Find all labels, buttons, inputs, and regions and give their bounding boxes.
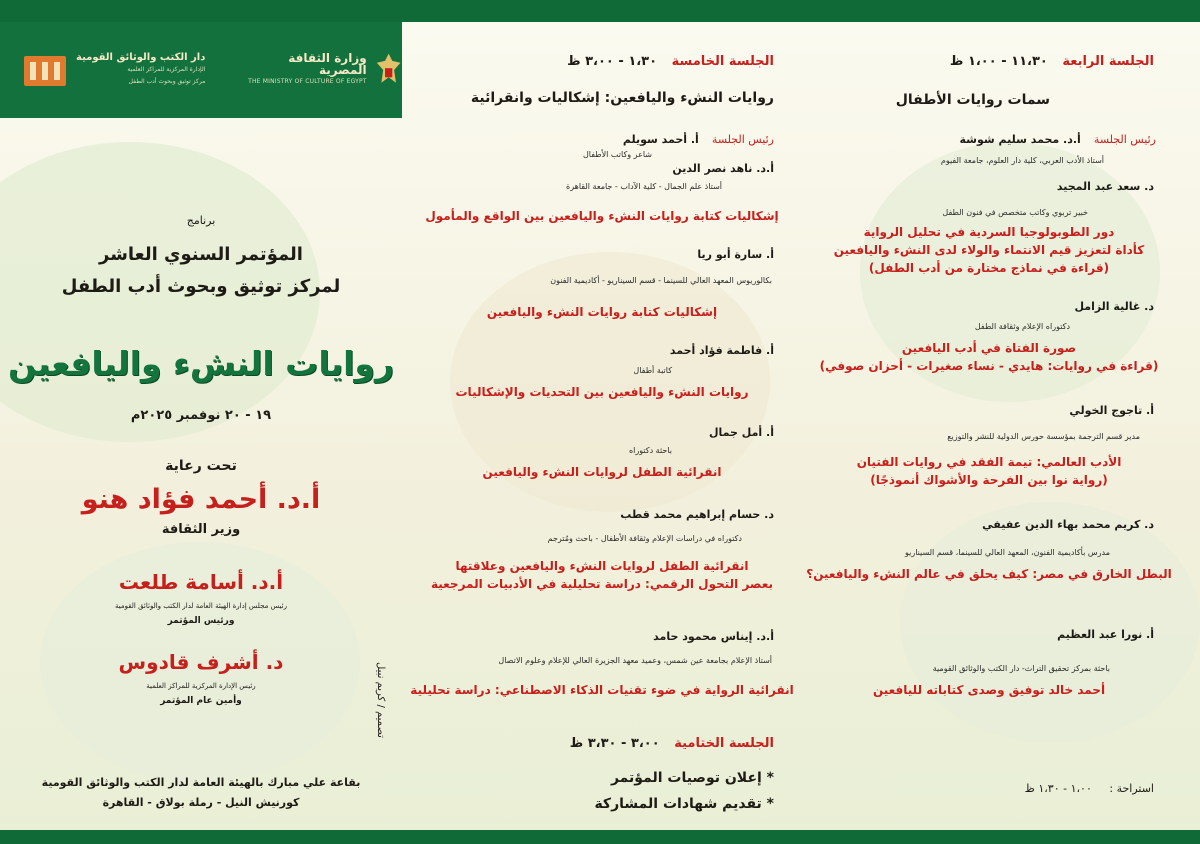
speaker-name: أ.د. إيناس محمود حامد — [653, 630, 774, 643]
speaker-name: د. حسام إبراهيم محمد قطب — [620, 508, 774, 521]
speaker-name: أ. تاجوج الخولي — [1069, 404, 1154, 417]
logo-bar — [0, 22, 402, 118]
speaker-description: دكتوراه الإعلام وثقافة الطفل — [974, 322, 1070, 331]
speaker-description: مدير قسم الترجمة بمؤسسة حورس الدولية للنشر والتوزيع — [947, 432, 1140, 441]
session-four-topic: سمات روايات الأطفال — [895, 92, 1050, 108]
session-five-topic: روايات النشء واليافعين: إشكاليات وانقرائية — [470, 90, 774, 106]
secretary-name: د. أشرف قادوس — [118, 650, 284, 674]
session-five-time: ١،٣٠ - ٣،٠٠ ظ — [567, 54, 658, 69]
paper-title: انقرائية الطفل لروايات النشء واليافعين وعلاقتها — [455, 559, 749, 573]
paper-title: إشكاليات كتابة روايات النشء واليافعين بين الواقع والمأمول — [425, 209, 779, 223]
president-description: رئيس مجلس إدارة الهيئة العامة لدار الكتب والوثائق القومية — [115, 602, 287, 610]
venue-line-2: كورنيش النيل - رملة بولاق - القاهرة — [102, 796, 300, 809]
closing-session-title: الجلسة الختامية — [674, 736, 774, 751]
patronage-label: تحت رعاية — [165, 458, 237, 474]
speaker-name: أ. نورا عبد العظيم — [1057, 628, 1154, 641]
paper-title: البطل الخارق في مصر: كيف يحلق في عالم النشء واليافعين؟ — [806, 567, 1172, 581]
top-frame-bar — [0, 0, 1200, 22]
paper-title: أحمد خالد توفيق وصدى كتاباته لليافعين — [872, 683, 1106, 697]
closing-item: * إعلان توصيات المؤتمر — [610, 770, 774, 786]
president-name: أ.د. أسامة طلعت — [118, 570, 284, 594]
session-five-title: الجلسة الخامسة — [671, 54, 774, 69]
session-four-chair — [959, 128, 1156, 147]
session-four-title: الجلسة الرابعة — [1062, 54, 1154, 69]
secretary-description: رئيس الإدارة المركزية للمراكز العلمية — [146, 682, 256, 690]
archives-center: مركز توثيق وبحوث أدب الطفل — [128, 78, 206, 85]
speaker-name: أ. أمل جمال — [709, 426, 774, 439]
archives-subtitle: الإدارة المركزية للمراكز العلمية — [127, 66, 206, 73]
bottom-frame-bar — [0, 830, 1200, 844]
program-label: برنامج — [186, 214, 216, 227]
break-time: ١،٠٠ - ١،٣٠ ظ — [1024, 782, 1092, 795]
paper-title: صورة الفتاة في أدب اليافعين — [901, 341, 1077, 355]
speaker-description: خبير تربوي وكاتب متخصص في فنون الطفل — [942, 208, 1088, 217]
chair-description: أستاذ الأدب العربي، كلية دار العلوم، جامعة الفيوم — [940, 156, 1104, 165]
paper-title: بعصر التحول الرقمي: دراسة تحليلية في الأدبيات المرجعية — [430, 577, 774, 591]
secretary-role: وأمين عام المؤتمر — [160, 696, 242, 706]
brochure-page — [0, 22, 1200, 830]
patron-title: وزير الثقافة — [161, 522, 241, 537]
speaker-name: أ.د. ناهد نصر الدين — [672, 162, 774, 175]
paper-title: روايات النشء واليافعين بين التحديات والإشكاليات — [455, 385, 749, 399]
main-title: روايات النشء واليافعين — [8, 344, 394, 383]
patron-name: أ.د. أحمد فؤاد هنو — [81, 484, 321, 515]
chair-name: أ. أحمد سويلم — [622, 133, 699, 146]
speaker-name: د. كريم محمد بهاء الدين عفيفي — [982, 518, 1154, 531]
paper-title: (رواية نوا بين الفرحة والأشواك أنموذجًا) — [870, 473, 1108, 487]
break-info — [1025, 782, 1154, 795]
speaker-description: باحثة دكتوراه — [628, 446, 672, 455]
archives-logo — [22, 40, 205, 100]
session-four-heading — [950, 54, 1154, 69]
speaker-description: أستاذ الإعلام بجامعة عين شمس، وعميد معهد الجزيرة العالي للإعلام وعلوم الاتصال — [498, 656, 772, 665]
paper-title: انقرائية الطفل لروايات النشء واليافعين — [482, 465, 722, 479]
speaker-description: بكالوريوس المعهد العالي للسينما - قسم السيناريو - أكاديمية الفنون — [550, 276, 772, 285]
chair-description: شاعر وكاتب الأطفال — [582, 150, 652, 159]
archives-name: دار الكتب والوثائق القومية — [76, 52, 206, 63]
venue-line-1: بقاعة علي مبارك بالهيئة العامة لدار الكتب والوثائق القومية — [41, 776, 361, 789]
archives-building-icon — [22, 52, 68, 88]
chair-label: رئيس الجلسة — [711, 133, 774, 146]
paper-title: إشكاليات كتابة روايات النشء واليافعين — [486, 305, 718, 319]
chair-label: رئيس الجلسة — [1093, 133, 1156, 146]
session-five-chair — [623, 128, 774, 147]
conference-title: المؤتمر السنوي العاشر — [99, 244, 303, 265]
speaker-name: د. سعد عبد المجيد — [1056, 180, 1154, 193]
archives-logo-text — [76, 52, 205, 88]
speaker-name: أ. فاطمة فؤاد أحمد — [669, 344, 774, 357]
speaker-description: أستاذ علم الجمال - كلية الآداب - جامعة القاهرة — [566, 182, 722, 191]
speaker-description: مدرس بأكاديمية الفنون، المعهد العالي للسينما، قسم السيناريو — [904, 548, 1110, 557]
session-five-panel — [402, 22, 802, 830]
closing-session-time: ٣،٠٠ - ٣،٣٠ ظ — [569, 736, 660, 751]
conference-dates: ١٩ - ٢٠ نوفمبر ٢٠٢٥م — [130, 408, 272, 423]
speaker-name: أ. سارة أبو ريا — [697, 248, 774, 261]
session-four-panel — [802, 22, 1200, 830]
paper-title: دور الطوبولوجيا السردية في تحليل الرواية — [863, 225, 1115, 239]
eagle-emblem-icon — [375, 50, 402, 90]
chair-name: أ.د. محمد سليم شوشة — [959, 133, 1081, 146]
closing-item: * تقديم شهادات المشاركة — [594, 796, 774, 812]
paper-title: كأداة لتعزيز قيم الانتماء والولاء لدى النشء واليافعين — [833, 243, 1145, 257]
session-four-time: ١١،٣٠ - ١،٠٠ ظ — [949, 54, 1048, 69]
ministry-name: وزارة الثقافة المصرية — [288, 51, 367, 77]
paper-title: (قراءة في روايات: هايدي - نساء صغيرات - أحزان صوفي) — [819, 359, 1159, 373]
speaker-description: دكتوراه في دراسات الإعلام وثقافة الأطفال - باحث ومُترجم — [547, 534, 742, 543]
cover-panel — [0, 22, 402, 830]
speaker-name: د. غالية الزامل — [1074, 300, 1154, 313]
ministry-name-english: THE MINISTRY OF CULTURE OF EGYPT — [248, 78, 367, 85]
conference-subtitle: لمركز توثيق وبحوث أدب الطفل — [61, 276, 341, 297]
ministry-logo — [248, 40, 402, 100]
paper-title: (قراءة في نماذج مختارة من أدب الطفل) — [868, 261, 1110, 275]
designer-credit: تصميم / كريم نبيل — [375, 662, 386, 738]
break-label: استراحة : — [1109, 782, 1154, 795]
session-five-heading — [567, 54, 774, 69]
ministry-logo-text — [248, 52, 367, 88]
president-role: ورئيس المؤتمر — [167, 616, 235, 626]
closing-session-heading — [570, 736, 774, 751]
paper-title: انقرائية الرواية في ضوء تقنيات الذكاء الاصطناعي: دراسة تحليلية — [410, 683, 794, 697]
speaker-description: باحثة بمركز تحقيق التراث- دار الكتب والوثائق القومية — [932, 664, 1110, 673]
paper-title: الأدب العالمي: تيمة الفقد في روايات الفتيان — [856, 455, 1122, 469]
speaker-description: كاتبة أطفال — [633, 366, 672, 375]
